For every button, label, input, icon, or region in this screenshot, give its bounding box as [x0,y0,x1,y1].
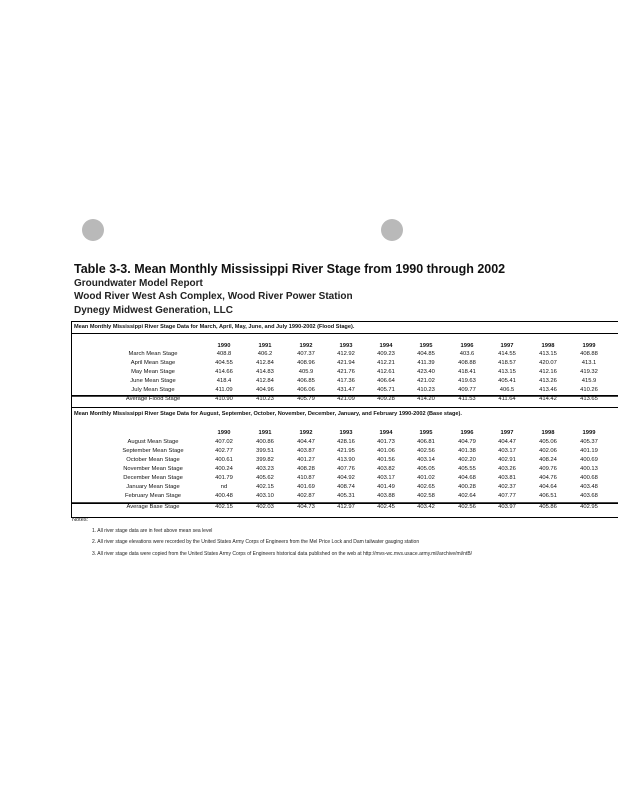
cell-value: 419.63 [458,378,476,384]
cell-value: 408.88 [580,351,598,357]
cell-value: 409.77 [458,387,476,393]
table-row [72,484,618,493]
cell-value: 400.13 [580,466,598,472]
row-label: June Mean Stage [130,378,176,384]
year-header: 1990 [217,343,231,349]
cell-value: 403.23 [256,466,274,472]
cell-value: 402.56 [458,504,476,510]
table-row [72,475,618,484]
cell-value: 400.86 [256,439,274,445]
cell-value: 403.17 [377,475,395,481]
year-header: 1990 [217,430,231,436]
note-1: 1. All river stage data are in feet above mean sea level [92,528,213,534]
row-label: October Mean Stage [126,457,180,463]
cell-value: 402.06 [539,448,557,454]
cell-value: 402.45 [377,504,395,510]
cell-value: 404.47 [498,439,516,445]
cell-value: 403.82 [377,466,395,472]
cell-value: 408.8 [216,351,232,357]
table-row [72,360,618,369]
subtitle-report: Groundwater Model Report [74,278,203,289]
cell-value: 410.90 [215,396,233,402]
cell-value: 410.23 [256,396,274,402]
cell-value: 403.68 [580,493,598,499]
cell-value: 405.55 [458,466,476,472]
cell-value: 403.97 [498,504,516,510]
year-header: 1992 [299,430,313,436]
cell-value: 400.68 [580,475,598,481]
year-header: 1992 [299,343,313,349]
cell-value: 408.24 [539,457,557,463]
row-label: September Mean Stage [122,448,184,454]
year-header: 1999 [582,430,596,436]
cell-value: 415.9 [581,378,597,384]
cell-value: 406.2 [257,351,273,357]
cell-value: 400.48 [215,493,233,499]
cell-value: 401.27 [297,457,315,463]
subtitle-company: Dynegy Midwest Generation, LLC [74,305,233,316]
cell-value: 403.26 [498,466,516,472]
cell-value: 401.38 [458,448,476,454]
cell-value: 406.5 [499,387,515,393]
cell-value: 402.95 [580,504,598,510]
year-header-row [72,430,618,439]
cell-value: 410.87 [297,475,315,481]
cell-value: 428.16 [337,439,355,445]
cell-value: 402.15 [256,484,274,490]
cell-value: 408.28 [297,466,315,472]
cell-value: 417.36 [337,378,355,384]
cell-value: 405.79 [297,396,315,402]
cell-value: 413.15 [539,351,557,357]
cell-value: 421.76 [337,369,355,375]
year-header: 1994 [379,430,393,436]
cell-value: 413.26 [539,378,557,384]
table-row [72,351,618,360]
cell-value: 403.6 [459,351,475,357]
cell-value: 402.15 [215,504,233,510]
year-header: 1996 [460,343,474,349]
cell-value: 414.55 [498,351,516,357]
divider [72,407,618,408]
cell-value: nd [220,484,228,490]
cell-value: 405.86 [539,504,557,510]
cell-value: 414.42 [539,396,557,402]
cell-value: 406.81 [417,439,435,445]
cell-value: 413.90 [337,457,355,463]
note-3: 3. All river stage data were copied from the United States Army Corps of Engineers historical data published on the web at http://mvs-wc.mvs.usace.army.mil/archive/mi/ntB/ [92,551,473,557]
cell-value: 409.28 [377,396,395,402]
cell-value: 421.02 [417,378,435,384]
subtitle-site: Wood River West Ash Complex, Wood River Power Station [74,291,353,302]
cell-value: 418.57 [498,360,516,366]
cell-value: 413.46 [539,387,557,393]
table-row [72,378,618,387]
cell-value: 402.03 [256,504,274,510]
cell-value: 408.96 [297,360,315,366]
row-label: July Mean Stage [131,387,175,393]
cell-value: 410.23 [417,387,435,393]
cell-value: 405.62 [256,475,274,481]
cell-value: 407.02 [215,439,233,445]
cell-value: 404.96 [256,387,274,393]
cell-value: 402.77 [215,448,233,454]
year-header: 1997 [500,343,514,349]
cell-value: 404.47 [297,439,315,445]
cell-value: 403.10 [256,493,274,499]
table-title: Table 3-3. Mean Monthly Mississippi River Stage from 1990 through 2002 [74,262,506,276]
notes-heading: Notes: [72,517,89,523]
cell-value: 400.61 [215,457,233,463]
cell-value: 406.85 [297,378,315,384]
cell-value: 411.39 [417,360,435,366]
cell-value: 401.79 [215,475,233,481]
cell-value: 412.97 [337,504,355,510]
row-label: Average Base Stage [126,504,180,510]
year-header: 1995 [419,430,433,436]
cell-value: 402.37 [498,484,516,490]
cell-value: 403.42 [417,504,435,510]
cell-value: 402.91 [498,457,516,463]
cell-value: 414.83 [256,369,274,375]
cell-value: 403.48 [580,484,598,490]
cell-value: 414.66 [215,369,233,375]
cell-value: 402.65 [417,484,435,490]
flood-section-heading: Mean Monthly Mississippi River Stage Data for March, April, May, June, and July 1990-2002 (Flood Stage). [74,324,355,330]
year-header: 1997 [500,430,514,436]
cell-value: 423.40 [417,369,435,375]
cell-value: 402.87 [297,493,315,499]
cell-value: 409.23 [377,351,395,357]
cell-value: 401.06 [377,448,395,454]
table-row [72,439,618,448]
punch-hole-left [82,219,104,241]
cell-value: 411.09 [215,387,233,393]
row-label: November Mean Stage [123,466,183,472]
table-row [72,466,618,475]
cell-value: 412.61 [377,369,395,375]
cell-value: 403.87 [297,448,315,454]
cell-value: 401.73 [377,439,395,445]
table-row [72,448,618,457]
cell-value: 405.05 [417,466,435,472]
cell-value: 411.64 [498,396,516,402]
cell-value: 402.58 [417,493,435,499]
cell-value: 399.51 [256,448,274,454]
cell-value: 411.53 [458,396,476,402]
note-2: 2. All river stage elevations were recorded by the United States Army Corps of Engineers from the Mel Price Lock and Dam tailwater gauging station [92,539,420,545]
cell-value: 412.84 [256,360,274,366]
year-header: 1998 [541,430,555,436]
cell-value: 413.15 [498,369,516,375]
row-label: January Mean Stage [126,484,180,490]
cell-value: 402.64 [458,493,476,499]
average-row [72,503,618,513]
cell-value: 401.56 [377,457,395,463]
cell-value: 400.28 [458,484,476,490]
cell-value: 400.24 [215,466,233,472]
year-header: 1991 [258,343,272,349]
divider [72,333,618,334]
cell-value: 412.21 [377,360,395,366]
cell-value: 405.9 [298,369,314,375]
cell-value: 404.73 [297,504,315,510]
table-row [72,493,618,503]
cell-value: 410.26 [580,387,598,393]
cell-value: 403.17 [498,448,516,454]
cell-value: 401.49 [377,484,395,490]
cell-value: 421.95 [337,448,355,454]
year-header: 1994 [379,343,393,349]
cell-value: 401.02 [417,475,435,481]
cell-value: 431.47 [337,387,355,393]
cell-value: 409.76 [539,466,557,472]
year-header: 1996 [460,430,474,436]
cell-value: 404.55 [215,360,233,366]
year-header: 1998 [541,343,555,349]
year-header: 1995 [419,343,433,349]
row-label: December Mean Stage [123,475,183,481]
cell-value: 412.16 [539,369,557,375]
cell-value: 405.37 [580,439,598,445]
cell-value: 401.69 [297,484,315,490]
row-label: February Mean Stage [124,493,182,499]
cell-value: 419.32 [580,369,598,375]
cell-value: 403.14 [417,457,435,463]
cell-value: 404.68 [458,475,476,481]
year-header: 1993 [339,430,353,436]
year-header: 1993 [339,343,353,349]
cell-value: 406.64 [377,378,395,384]
cell-value: 405.06 [539,439,557,445]
cell-value: 418.41 [458,369,476,375]
base-section-heading: Mean Monthly Mississippi River Stage Data for August, September, October, November, December, January, and February 1990-2002 (Base stage). [74,411,462,417]
year-header: 1991 [258,430,272,436]
cell-value: 414.20 [417,396,435,402]
cell-value: 405.31 [337,493,355,499]
cell-value: 406.06 [297,387,315,393]
cell-value: 404.85 [417,351,435,357]
cell-value: 404.64 [539,484,557,490]
cell-value: 405.41 [498,378,516,384]
cell-value: 404.76 [539,475,557,481]
table-row [72,369,618,378]
row-label: August Mean Stage [127,439,179,445]
table-row [72,457,618,466]
cell-value: 404.79 [458,439,476,445]
cell-value: 407.37 [297,351,315,357]
cell-value: 413.1 [581,360,597,366]
row-label: May Mean Stage [131,369,175,375]
average-row [72,395,618,405]
row-label: Average Flood Stage [125,396,181,402]
row-label: March Mean Stage [128,351,178,357]
cell-value: 405.71 [377,387,395,393]
cell-value: 418.4 [216,378,232,384]
cell-value: 421.09 [337,396,355,402]
cell-value: 406.51 [539,493,557,499]
cell-value: 407.77 [498,493,516,499]
cell-value: 408.88 [458,360,476,366]
cell-value: 401.19 [580,448,598,454]
cell-value: 399.82 [256,457,274,463]
cell-value: 412.84 [256,378,274,384]
cell-value: 413.65 [580,396,598,402]
cell-value: 421.94 [337,360,355,366]
cell-value: 420.07 [539,360,557,366]
cell-value: 403.88 [377,493,395,499]
river-stage-table [71,321,618,518]
row-label: April Mean Stage [130,360,176,366]
cell-value: 408.74 [337,484,355,490]
cell-value: 412.92 [337,351,355,357]
year-header: 1999 [582,343,596,349]
cell-value: 407.76 [337,466,355,472]
cell-value: 404.92 [337,475,355,481]
cell-value: 402.20 [458,457,476,463]
cell-value: 402.56 [417,448,435,454]
punch-hole-right [381,219,403,241]
cell-value: 400.69 [580,457,598,463]
cell-value: 403.81 [498,475,516,481]
